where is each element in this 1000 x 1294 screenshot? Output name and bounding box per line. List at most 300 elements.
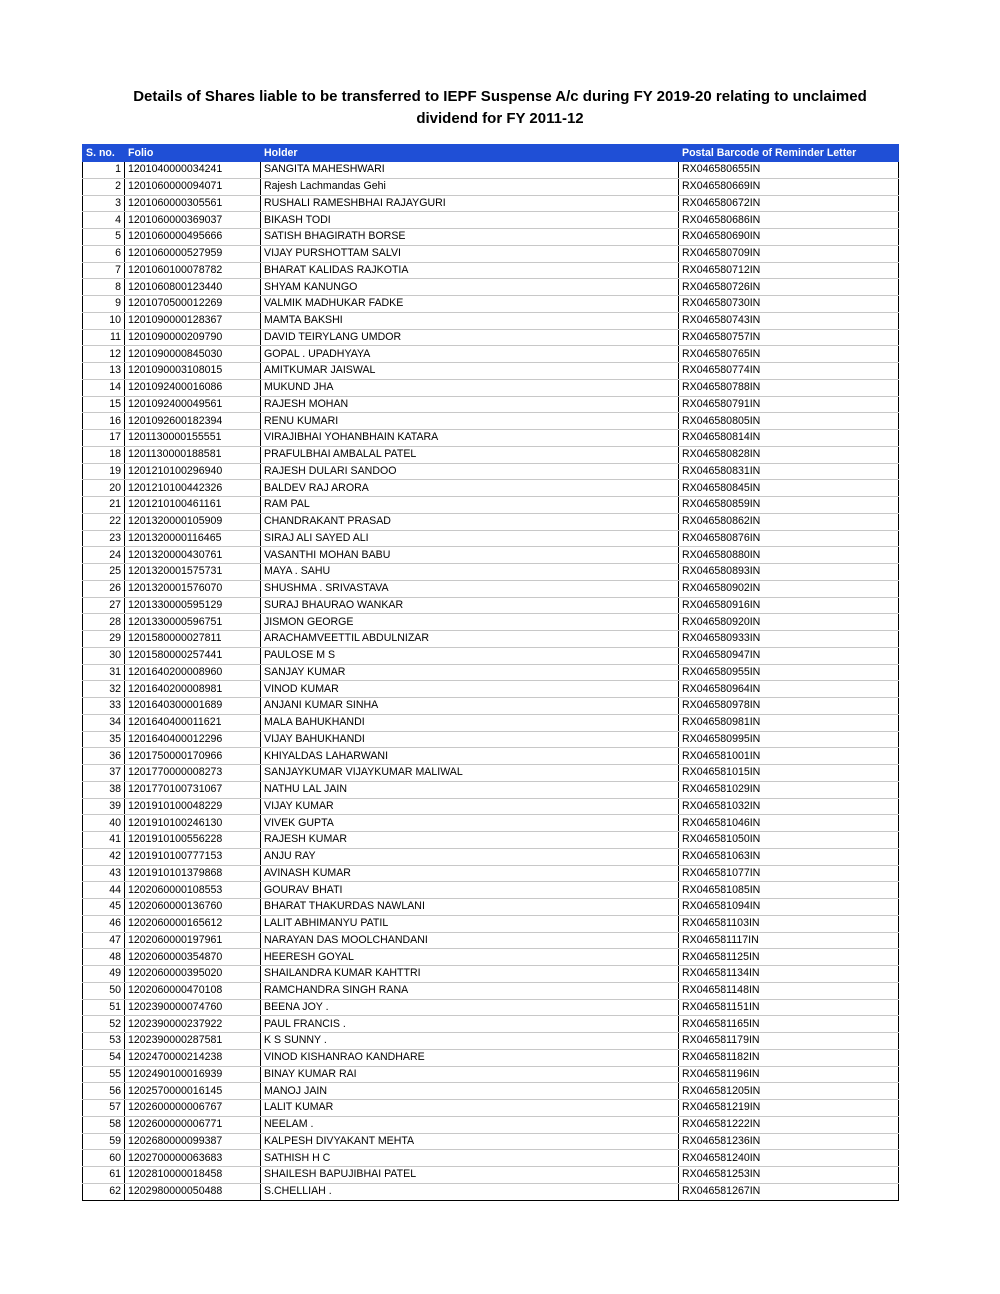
cell-holder: AVINASH KUMAR (261, 865, 679, 882)
table-row (83, 463, 899, 480)
table-row (83, 312, 899, 329)
cell-sno: 30 (83, 647, 125, 664)
table-row (83, 1066, 899, 1083)
cell-folio: 1201910100777153 (125, 848, 261, 865)
cell-holder: JISMON GEORGE (261, 614, 679, 631)
cell-barcode: RX046580978IN (679, 698, 899, 715)
table-row (83, 731, 899, 748)
cell-barcode: RX046580862IN (679, 513, 899, 530)
cell-barcode: RX046581029IN (679, 781, 899, 798)
table-row (83, 430, 899, 447)
cell-barcode: RX046580876IN (679, 530, 899, 547)
cell-sno: 50 (83, 982, 125, 999)
cell-holder: VASANTHI MOHAN BABU (261, 547, 679, 564)
table-header-row (83, 145, 899, 162)
cell-holder: HEERESH GOYAL (261, 949, 679, 966)
cell-sno: 62 (83, 1183, 125, 1200)
cell-folio: 1201090003108015 (125, 363, 261, 380)
cell-folio: 1202060000470108 (125, 982, 261, 999)
table-row (83, 748, 899, 765)
cell-sno: 20 (83, 480, 125, 497)
cell-folio: 1202390000074760 (125, 999, 261, 1016)
cell-sno: 18 (83, 446, 125, 463)
cell-folio: 1201060000527959 (125, 245, 261, 262)
cell-holder: DAVID TEIRYLANG UMDOR (261, 329, 679, 346)
table-row (83, 714, 899, 731)
cell-holder: MANOJ JAIN (261, 1083, 679, 1100)
cell-sno: 60 (83, 1150, 125, 1167)
cell-holder: BEENA JOY . (261, 999, 679, 1016)
table-row (83, 329, 899, 346)
cell-barcode: RX046580916IN (679, 597, 899, 614)
table-row (83, 513, 899, 530)
table-row (83, 915, 899, 932)
cell-sno: 54 (83, 1049, 125, 1066)
cell-folio: 1201640300001689 (125, 698, 261, 715)
cell-holder: RAMCHANDRA SINGH RANA (261, 982, 679, 999)
cell-barcode: RX046581001IN (679, 748, 899, 765)
cell-folio: 1201330000596751 (125, 614, 261, 631)
cell-folio: 1201092400016086 (125, 379, 261, 396)
cell-holder: SIRAJ ALI SAYED ALI (261, 530, 679, 547)
cell-folio: 1201090000845030 (125, 346, 261, 363)
cell-folio: 1202060000197961 (125, 932, 261, 949)
cell-holder: MAMTA BAKSHI (261, 312, 679, 329)
cell-barcode: RX046581219IN (679, 1100, 899, 1117)
table-row (83, 580, 899, 597)
cell-barcode: RX046580791IN (679, 396, 899, 413)
cell-holder: RAJESH MOHAN (261, 396, 679, 413)
cell-holder: K S SUNNY . (261, 1033, 679, 1050)
cell-sno: 8 (83, 279, 125, 296)
cell-folio: 1201330000595129 (125, 597, 261, 614)
cell-holder: KALPESH DIVYAKANT MEHTA (261, 1133, 679, 1150)
cell-folio: 1202390000237922 (125, 1016, 261, 1033)
cell-folio: 1202060000165612 (125, 915, 261, 932)
cell-holder: VIVEK GUPTA (261, 815, 679, 832)
cell-holder: RAJESH DULARI SANDOO (261, 463, 679, 480)
cell-barcode: RX046581050IN (679, 832, 899, 849)
cell-barcode: RX046580805IN (679, 413, 899, 430)
table-row (83, 1083, 899, 1100)
cell-holder: LALIT ABHIMANYU PATIL (261, 915, 679, 932)
cell-sno: 32 (83, 681, 125, 698)
cell-sno: 10 (83, 312, 125, 329)
cell-holder: GOPAL . UPADHYAYA (261, 346, 679, 363)
cell-barcode: RX046580814IN (679, 430, 899, 447)
table-row (83, 1150, 899, 1167)
cell-barcode: RX046580947IN (679, 647, 899, 664)
cell-holder: PAUL FRANCIS . (261, 1016, 679, 1033)
cell-sno: 26 (83, 580, 125, 597)
cell-holder: SHUSHMA . SRIVASTAVA (261, 580, 679, 597)
cell-folio: 1201770000008273 (125, 765, 261, 782)
table-row (83, 1100, 899, 1117)
table-row (83, 966, 899, 983)
table-row (83, 664, 899, 681)
cell-holder: Rajesh Lachmandas Gehi (261, 178, 679, 195)
cell-barcode: RX046581240IN (679, 1150, 899, 1167)
cell-folio: 1201040000034241 (125, 162, 261, 179)
table-row (83, 848, 899, 865)
cell-sno: 35 (83, 731, 125, 748)
table-row (83, 379, 899, 396)
table-row (83, 1033, 899, 1050)
cell-holder: SATISH BHAGIRATH BORSE (261, 229, 679, 246)
cell-barcode: RX046581179IN (679, 1033, 899, 1050)
cell-folio: 1201130000155551 (125, 430, 261, 447)
cell-sno: 56 (83, 1083, 125, 1100)
cell-folio: 1201750000170966 (125, 748, 261, 765)
table-row (83, 1133, 899, 1150)
cell-holder: VIJAY KUMAR (261, 798, 679, 815)
cell-holder: PAULOSE M S (261, 647, 679, 664)
cell-holder: RENU KUMARI (261, 413, 679, 430)
cell-sno: 22 (83, 513, 125, 530)
cell-barcode: RX046581182IN (679, 1049, 899, 1066)
cell-holder: SANGITA MAHESHWARI (261, 162, 679, 179)
table-row (83, 497, 899, 514)
cell-sno: 27 (83, 597, 125, 614)
cell-barcode: RX046580995IN (679, 731, 899, 748)
cell-sno: 11 (83, 329, 125, 346)
cell-folio: 1201210100461161 (125, 497, 261, 514)
title-line-2: dividend for FY 2011-12 (416, 110, 584, 127)
cell-folio: 1201640400011621 (125, 714, 261, 731)
header-holder: Holder (261, 145, 679, 162)
cell-sno: 5 (83, 229, 125, 246)
cell-sno: 51 (83, 999, 125, 1016)
cell-sno: 61 (83, 1167, 125, 1184)
cell-sno: 4 (83, 212, 125, 229)
table-row (83, 815, 899, 832)
cell-sno: 47 (83, 932, 125, 949)
cell-folio: 1201640400012296 (125, 731, 261, 748)
table-row (83, 279, 899, 296)
table-row (83, 681, 899, 698)
cell-holder: RAM PAL (261, 497, 679, 514)
cell-sno: 29 (83, 631, 125, 648)
cell-sno: 3 (83, 195, 125, 212)
table-row (83, 647, 899, 664)
cell-sno: 46 (83, 915, 125, 932)
cell-holder: BINAY KUMAR RAI (261, 1066, 679, 1083)
cell-barcode: RX046581151IN (679, 999, 899, 1016)
cell-folio: 1201910101379868 (125, 865, 261, 882)
table-row (83, 346, 899, 363)
cell-folio: 1201060800123440 (125, 279, 261, 296)
cell-barcode: RX046580859IN (679, 497, 899, 514)
table-row (83, 212, 899, 229)
cell-holder: NARAYAN DAS MOOLCHANDANI (261, 932, 679, 949)
cell-folio: 1201090000209790 (125, 329, 261, 346)
cell-barcode: RX046581125IN (679, 949, 899, 966)
cell-sno: 21 (83, 497, 125, 514)
cell-folio: 1202700000063683 (125, 1150, 261, 1167)
cell-folio: 1202390000287581 (125, 1033, 261, 1050)
cell-holder: RAJESH KUMAR (261, 832, 679, 849)
cell-folio: 1201060000369037 (125, 212, 261, 229)
cell-sno: 24 (83, 547, 125, 564)
header-folio: Folio (125, 145, 261, 162)
cell-sno: 57 (83, 1100, 125, 1117)
cell-barcode: RX046581134IN (679, 966, 899, 983)
cell-holder: ANJU RAY (261, 848, 679, 865)
table-row (83, 698, 899, 715)
cell-holder: VIJAY BAHUKHANDI (261, 731, 679, 748)
cell-folio: 1202060000395020 (125, 966, 261, 983)
cell-holder: MUKUND JHA (261, 379, 679, 396)
cell-holder: BHARAT KALIDAS RAJKOTIA (261, 262, 679, 279)
cell-barcode: RX046581148IN (679, 982, 899, 999)
cell-sno: 7 (83, 262, 125, 279)
cell-sno: 1 (83, 162, 125, 179)
table-row (83, 530, 899, 547)
table-row (83, 932, 899, 949)
cell-folio: 1202490100016939 (125, 1066, 261, 1083)
cell-sno: 9 (83, 296, 125, 313)
cell-sno: 12 (83, 346, 125, 363)
cell-barcode: RX046580964IN (679, 681, 899, 698)
cell-folio: 1201320001575731 (125, 564, 261, 581)
cell-folio: 1201640200008960 (125, 664, 261, 681)
cell-barcode: RX046580788IN (679, 379, 899, 396)
cell-folio: 1201640200008981 (125, 681, 261, 698)
cell-holder: PRAFULBHAI AMBALAL PATEL (261, 446, 679, 463)
cell-holder: ANJANI KUMAR SINHA (261, 698, 679, 715)
cell-sno: 37 (83, 765, 125, 782)
cell-barcode: RX046580765IN (679, 346, 899, 363)
cell-sno: 53 (83, 1033, 125, 1050)
cell-holder: VIRAJIBHAI YOHANBHAIN KATARA (261, 430, 679, 447)
cell-holder: SURAJ BHAURAO WANKAR (261, 597, 679, 614)
cell-holder: SANJAYKUMAR VIJAYKUMAR MALIWAL (261, 765, 679, 782)
cell-barcode: RX046580669IN (679, 178, 899, 195)
table-row (83, 262, 899, 279)
cell-holder: VINOD KISHANRAO KANDHARE (261, 1049, 679, 1066)
table-row (83, 765, 899, 782)
cell-barcode: RX046581205IN (679, 1083, 899, 1100)
cell-sno: 31 (83, 664, 125, 681)
cell-holder: SHAILESH BAPUJIBHAI PATEL (261, 1167, 679, 1184)
cell-folio: 1202060000354870 (125, 949, 261, 966)
cell-holder: BALDEV RAJ ARORA (261, 480, 679, 497)
cell-folio: 1201910100556228 (125, 832, 261, 849)
cell-barcode: RX046581267IN (679, 1183, 899, 1200)
cell-folio: 1201092400049561 (125, 396, 261, 413)
cell-holder: MAYA . SAHU (261, 564, 679, 581)
cell-holder: S.CHELLIAH . (261, 1183, 679, 1200)
cell-folio: 1201092600182394 (125, 413, 261, 430)
cell-folio: 1202060000108553 (125, 882, 261, 899)
cell-barcode: RX046581117IN (679, 932, 899, 949)
table-row (83, 982, 899, 999)
cell-sno: 19 (83, 463, 125, 480)
cell-barcode: RX046580845IN (679, 480, 899, 497)
cell-sno: 13 (83, 363, 125, 380)
table-row (83, 480, 899, 497)
cell-holder: SHAILANDRA KUMAR KAHTTRI (261, 966, 679, 983)
cell-barcode: RX046580757IN (679, 329, 899, 346)
cell-holder: VIJAY PURSHOTTAM SALVI (261, 245, 679, 262)
table-row (83, 1016, 899, 1033)
cell-sno: 48 (83, 949, 125, 966)
cell-sno: 33 (83, 698, 125, 715)
table-row (83, 1116, 899, 1133)
cell-folio: 1201060000305561 (125, 195, 261, 212)
cell-sno: 42 (83, 848, 125, 865)
table-row (83, 178, 899, 195)
table-row (83, 296, 899, 313)
table-row (83, 363, 899, 380)
cell-barcode: RX046581032IN (679, 798, 899, 815)
cell-barcode: RX046580730IN (679, 296, 899, 313)
cell-barcode: RX046581063IN (679, 848, 899, 865)
table-row (83, 781, 899, 798)
cell-holder: NATHU LAL JAIN (261, 781, 679, 798)
cell-barcode: RX046580920IN (679, 614, 899, 631)
cell-folio: 1201580000027811 (125, 631, 261, 648)
table-row (83, 631, 899, 648)
cell-sno: 34 (83, 714, 125, 731)
cell-folio: 1201910100048229 (125, 798, 261, 815)
cell-holder: AMITKUMAR JAISWAL (261, 363, 679, 380)
cell-barcode: RX046580880IN (679, 547, 899, 564)
cell-sno: 17 (83, 430, 125, 447)
cell-folio: 1202980000050488 (125, 1183, 261, 1200)
cell-holder: SANJAY KUMAR (261, 664, 679, 681)
table-row (83, 949, 899, 966)
cell-barcode: RX046580655IN (679, 162, 899, 179)
cell-sno: 14 (83, 379, 125, 396)
cell-folio: 1202680000099387 (125, 1133, 261, 1150)
table-row (83, 446, 899, 463)
cell-sno: 16 (83, 413, 125, 430)
cell-barcode: RX046581196IN (679, 1066, 899, 1083)
table-row (83, 1183, 899, 1200)
cell-holder: ARACHAMVEETTIL ABDULNIZAR (261, 631, 679, 648)
cell-folio: 1201770100731067 (125, 781, 261, 798)
cell-sno: 38 (83, 781, 125, 798)
cell-folio: 1201320001576070 (125, 580, 261, 597)
cell-barcode: RX046580686IN (679, 212, 899, 229)
table-row (83, 882, 899, 899)
document-title (60, 86, 940, 130)
cell-sno: 28 (83, 614, 125, 631)
table-row (83, 832, 899, 849)
cell-sno: 6 (83, 245, 125, 262)
cell-folio: 1201060000495666 (125, 229, 261, 246)
table-row (83, 1167, 899, 1184)
cell-folio: 1202470000214238 (125, 1049, 261, 1066)
cell-holder: NEELAM . (261, 1116, 679, 1133)
cell-barcode: RX046581103IN (679, 915, 899, 932)
table-row (83, 229, 899, 246)
cell-barcode: RX046581046IN (679, 815, 899, 832)
cell-folio: 1202600000006767 (125, 1100, 261, 1117)
cell-barcode: RX046580774IN (679, 363, 899, 380)
cell-sno: 23 (83, 530, 125, 547)
cell-folio: 1201210100442326 (125, 480, 261, 497)
cell-barcode: RX046580828IN (679, 446, 899, 463)
cell-sno: 55 (83, 1066, 125, 1083)
cell-folio: 1201910100246130 (125, 815, 261, 832)
cell-barcode: RX046580672IN (679, 195, 899, 212)
cell-sno: 36 (83, 748, 125, 765)
cell-folio: 1201320000116465 (125, 530, 261, 547)
cell-barcode: RX046580955IN (679, 664, 899, 681)
cell-holder: BHARAT THAKURDAS NAWLANI (261, 899, 679, 916)
cell-folio: 1201580000257441 (125, 647, 261, 664)
cell-sno: 58 (83, 1116, 125, 1133)
table-row (83, 195, 899, 212)
cell-barcode: RX046581165IN (679, 1016, 899, 1033)
cell-barcode: RX046581253IN (679, 1167, 899, 1184)
cell-sno: 39 (83, 798, 125, 815)
cell-folio: 1201320000105909 (125, 513, 261, 530)
cell-folio: 1201320000430761 (125, 547, 261, 564)
cell-barcode: RX046581077IN (679, 865, 899, 882)
cell-barcode: RX046580831IN (679, 463, 899, 480)
table-row (83, 396, 899, 413)
cell-folio: 1202060000136760 (125, 899, 261, 916)
cell-holder: VALMIK MADHUKAR FADKE (261, 296, 679, 313)
cell-holder: LALIT KUMAR (261, 1100, 679, 1117)
cell-sno: 49 (83, 966, 125, 983)
cell-sno: 43 (83, 865, 125, 882)
table-row (83, 245, 899, 262)
cell-holder: KHIYALDAS LAHARWANI (261, 748, 679, 765)
cell-holder: SATHISH H C (261, 1150, 679, 1167)
cell-barcode: RX046580893IN (679, 564, 899, 581)
cell-barcode: RX046580712IN (679, 262, 899, 279)
cell-barcode: RX046580709IN (679, 245, 899, 262)
cell-barcode: RX046580690IN (679, 229, 899, 246)
cell-barcode: RX046580743IN (679, 312, 899, 329)
table-row (83, 162, 899, 179)
cell-barcode: RX046580933IN (679, 631, 899, 648)
cell-sno: 15 (83, 396, 125, 413)
table-row (83, 798, 899, 815)
table-row (83, 899, 899, 916)
cell-sno: 59 (83, 1133, 125, 1150)
cell-folio: 1201070500012269 (125, 296, 261, 313)
cell-holder: BIKASH TODI (261, 212, 679, 229)
cell-sno: 44 (83, 882, 125, 899)
table-row (83, 564, 899, 581)
cell-holder: SHYAM KANUNGO (261, 279, 679, 296)
header-sno: S. no. (83, 145, 125, 162)
cell-barcode: RX046581222IN (679, 1116, 899, 1133)
cell-holder: VINOD KUMAR (261, 681, 679, 698)
cell-folio: 1202810000018458 (125, 1167, 261, 1184)
table-row (83, 413, 899, 430)
cell-barcode: RX046581085IN (679, 882, 899, 899)
cell-holder: RUSHALI RAMESHBHAI RAJAYGURI (261, 195, 679, 212)
cell-barcode: RX046580902IN (679, 580, 899, 597)
cell-holder: CHANDRAKANT PRASAD (261, 513, 679, 530)
table-row (83, 597, 899, 614)
cell-holder: GOURAV BHATI (261, 882, 679, 899)
cell-holder: MALA BAHUKHANDI (261, 714, 679, 731)
table-row (83, 1049, 899, 1066)
cell-folio: 1202600000006771 (125, 1116, 261, 1133)
cell-folio: 1201130000188581 (125, 446, 261, 463)
cell-folio: 1201060100078782 (125, 262, 261, 279)
title-line-1: Details of Shares liable to be transferred to IEPF Suspense A/c during FY 2019-20 relating to unclaimed (133, 88, 867, 105)
cell-sno: 45 (83, 899, 125, 916)
cell-folio: 1201090000128367 (125, 312, 261, 329)
